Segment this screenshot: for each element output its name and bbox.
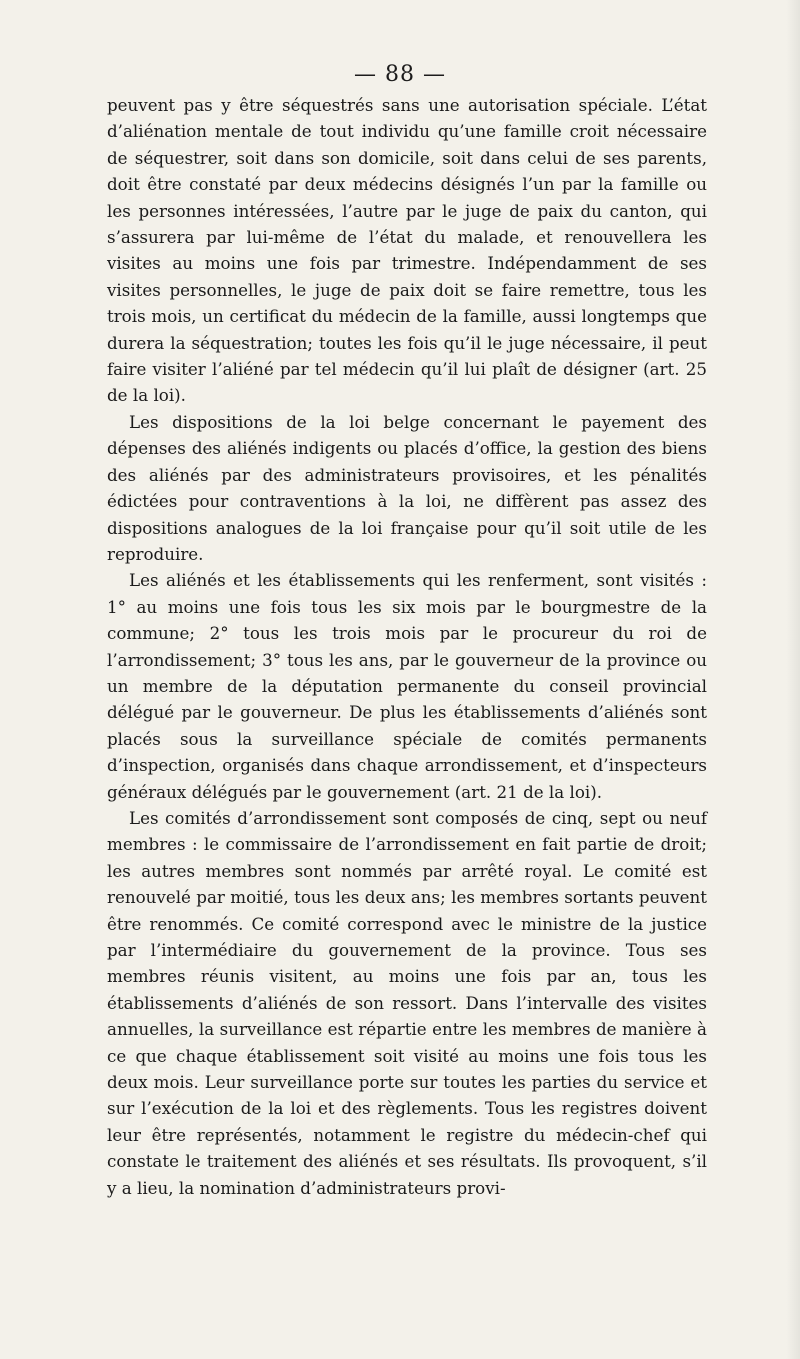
page-number: — 88 — — [354, 62, 446, 87]
page-edge-shadow — [786, 0, 800, 1359]
paragraph-1: peuvent pas y être séquestrés sans une autorisation spéciale. L’état d’aliénation mentale de tout individu qu’une famille croit nécessaire de séquestrer, soit dans son domicile, soit dans celui de ses parents, doit être constaté par deux médecins désignés l’un par la famille ou les personnes intéressées, l’autre par le juge de paix du canton, qui s’assurera par lui-même de l’état du malade, et renouvellera les visites au moins une fois par trimestre. Indépendamment de ses visites personnelles, le juge de paix doit se faire remettre, tous les trois mois, un certificat du médecin de la famille, aussi longtemps que durera la séquestration; toutes les fois qu’il le juge nécessaire, il peut faire visiter l’aliéné par tel médecin qu’il lui plaît de désigner (art. 25 de la loi). — [107, 95, 707, 406]
paragraph-3: Les aliénés et les établissements qui les renferment, sont visités : 1° au moins une fois tous les six mois par le bourgmestre de la commune; 2° tous les trois mois par le procureur du roi de l’arrondissement; 3° tous les ans, par le gouverneur de la province ou un membre de la députation permanente du conseil provincial délégué par le gouverneur. De plus les établissements d’aliénés sont placés sous la surveillance spéciale de comités permanents d’inspection, organisés dans chaque arrondissement, et d’inspecteurs généraux délégués par le gouvernement (art. 21 de la loi). — [107, 570, 707, 802]
paragraph-2: Les dispositions de la loi belge concernant le payement des dépenses des aliénés indigents ou placés d’office, la gestion des biens des aliénés par des administrateurs provisoires, et les pénalités édictées pour contraventions à la loi, ne diffèrent pas assez des dispositions analogues de la loi française pour qu’il soit utile de les reproduire. — [107, 411, 707, 564]
body-text — [107, 92, 707, 1201]
paragraph-4: Les comités d’arrondissement sont composés de cinq, sept ou neuf membres : le commissaire de l’arrondissement en fait partie de droit; les autres membres sont nommés par arrêté royal. Le comité est renouvelé par moitié, tous les deux ans; les membres sortants peuvent être renommés. Ce comité correspond avec le ministre de la justice par l’intermédiaire du gouvernement de la province. Tous ses membres réunis visitent, au moins une fois par an, tous les établissements d’aliénés de son ressort. Dans l’intervalle des visites annuelles, la surveillance est répartie entre les membres de manière à ce que chaque établissement soit visité au moins une fois tous les deux mois. Leur surveillance porte sur toutes les parties du service et sur l’exécution de la loi et des règlements. Tous les registres doivent leur être représentés, notamment le registre du médecin-chef qui constate le traitement des aliénés et ses résultats. Ils provoquent, s’il y a lieu, la nomination d’administrateurs provi- — [107, 807, 707, 1198]
